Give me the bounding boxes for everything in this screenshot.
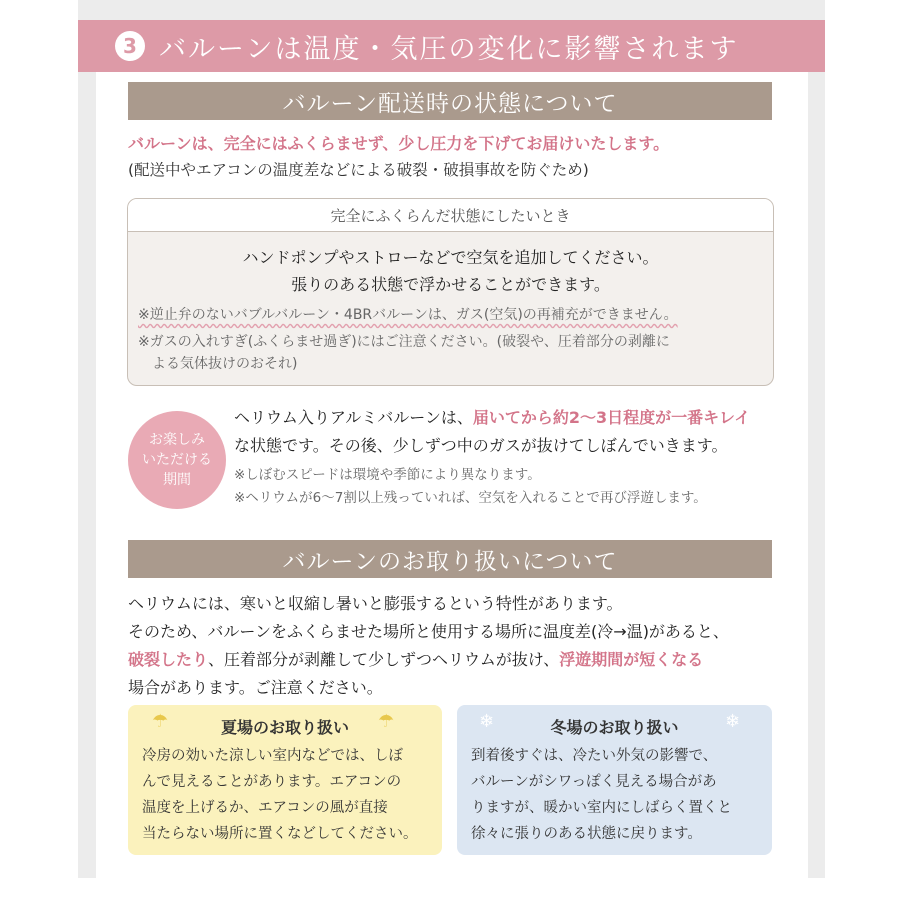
box-note-2b: よる気体抜けのおそれ) bbox=[152, 356, 298, 372]
handling-line-1: ヘリウムには、寒いと収縮し暑いと膨張するという特性があります。 bbox=[128, 594, 623, 613]
summer-body bbox=[142, 743, 418, 847]
delivery-lead: バルーンは、完全にはふくらませず、少し圧力を下げてお届けいたします。 bbox=[128, 134, 670, 153]
handling-heading: バルーンのお取り扱いについて bbox=[128, 540, 772, 578]
summer-line: 当たらない場所に置くなどしてください。 bbox=[142, 826, 418, 842]
handling-line-2: そのため、バルーンをふくらませた場所と使用する場所に温度差(冷→温)があると、 bbox=[128, 622, 729, 641]
delivery-heading: バルーン配送時の状態について bbox=[128, 82, 772, 120]
handling-hl-1: 破裂したり bbox=[128, 650, 209, 669]
snowflake-icon: ❄ bbox=[479, 711, 495, 732]
umbrella-sun-icon: ☂ bbox=[152, 711, 169, 732]
enjoy-note-2: ※ヘリウムが6～7割以上残っていれば、空気を入れることで再び浮遊します。 bbox=[234, 490, 707, 506]
box-line-2: 張りのある状態で浮かせることができます。 bbox=[291, 275, 610, 294]
badge-line: お楽しみ bbox=[149, 432, 205, 448]
winter-body bbox=[471, 743, 732, 847]
winter-line: りますが、暖かい室内にしばらく置くと bbox=[471, 800, 732, 816]
enjoy-highlight: 届いてから約2～3日程度が一番キレイ bbox=[472, 408, 751, 427]
page-title: バルーンは温度・気圧の変化に影響されます bbox=[159, 33, 739, 65]
page-title-bar bbox=[78, 20, 825, 72]
enjoy-text-1-pre: ヘリウム入りアルミバルーンは、 bbox=[234, 408, 473, 427]
enjoy-note-1: ※しぼむスピードは環境や季節により異なります。 bbox=[234, 467, 541, 483]
winter-card bbox=[457, 705, 772, 855]
handling-line-4: 場合があります。ご注意ください。 bbox=[128, 678, 383, 697]
enjoy-text-1 bbox=[234, 405, 750, 428]
winter-line: 徐々に張りのある状態に戻ります。 bbox=[471, 826, 702, 842]
handling-line-3 bbox=[128, 647, 703, 670]
box-heading: 完全にふくらんだ状態にしたいとき bbox=[128, 199, 773, 232]
handling-hl-2: 浮遊期間が短くなる bbox=[559, 650, 704, 669]
winter-title: 冬場のお取り扱い bbox=[550, 718, 679, 737]
summer-line: 冷房の効いた涼しい室内などでは、しぼ bbox=[142, 748, 403, 764]
full-inflate-box bbox=[127, 198, 774, 386]
snowflake-icon: ❄ bbox=[725, 711, 741, 732]
winter-line: バルーンがシワっぽく見える場合があ bbox=[471, 774, 717, 790]
badge-line: いただける bbox=[142, 452, 212, 468]
handling-line-3-mid: 、圧着部分が剥離して少しずつヘリウムが抜け、 bbox=[208, 650, 560, 669]
enjoy-text-2: な状態です。その後、少しずつ中のガスが抜けてしぼんでいきます。 bbox=[234, 436, 728, 455]
summer-card bbox=[128, 705, 442, 855]
summer-line: 温度を上げるか、エアコンの風が直接 bbox=[142, 800, 388, 816]
box-note-1: ※逆止弁のないバブルバルーン・4BRバルーンは、ガス(空気)の再補充ができません。 bbox=[138, 307, 678, 323]
badge-line: 期間 bbox=[163, 472, 191, 488]
box-line-1: ハンドポンプやストローなどで空気を追加してください。 bbox=[242, 248, 659, 267]
enjoy-period-badge bbox=[128, 411, 226, 509]
delivery-note: (配送中やエアコンの温度差などによる破裂・破損事故を防ぐため) bbox=[128, 161, 589, 179]
box-note-2a: ※ガスの入れすぎ(ふくらませ過ぎ)にはご注意ください。(破裂や、圧着部分の剥離に bbox=[138, 334, 670, 350]
winter-line: 到着後すぐは、冷たい外気の影響で、 bbox=[471, 748, 718, 764]
summer-title: 夏場のお取り扱い bbox=[220, 718, 349, 737]
summer-line: んで見えることがあります。エアコンの bbox=[142, 774, 402, 790]
umbrella-sun-icon: ☂ bbox=[378, 711, 395, 732]
section-number: 3 bbox=[115, 31, 145, 61]
